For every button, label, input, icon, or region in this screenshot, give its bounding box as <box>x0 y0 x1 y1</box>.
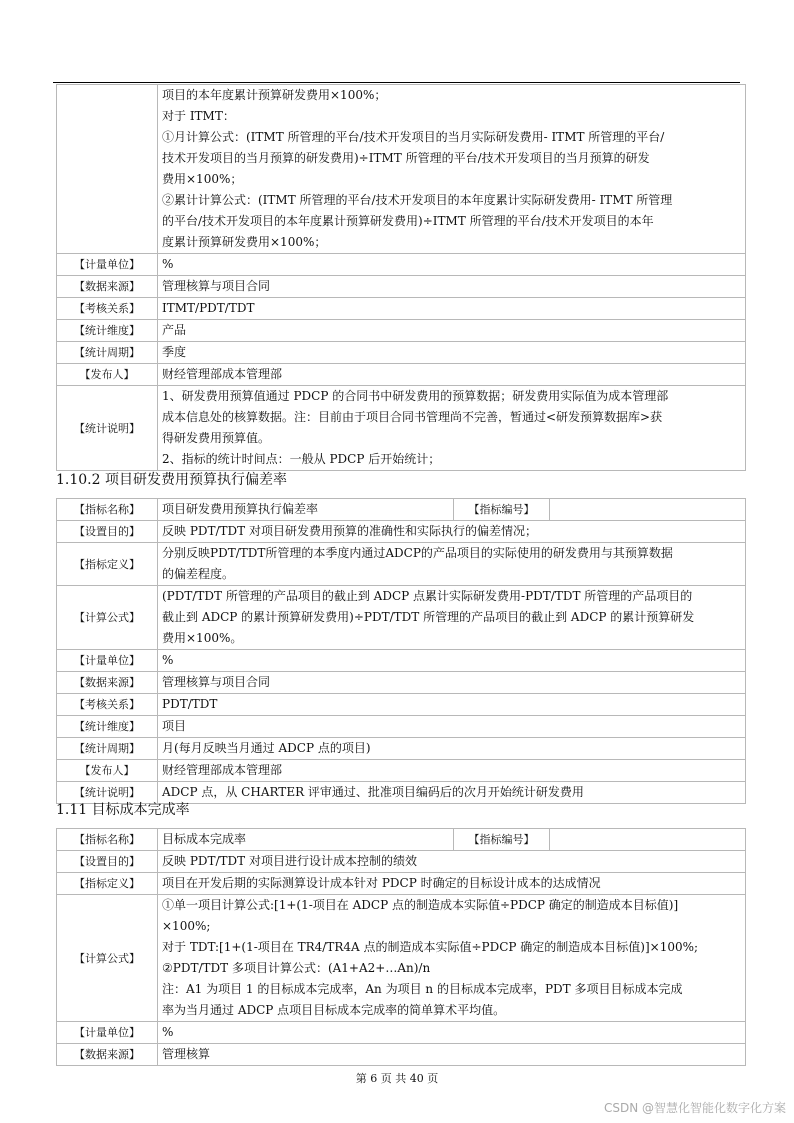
relation-value: PDT/TDT <box>158 694 746 716</box>
purpose-value: 反映 PDT/TDT 对项目进行设计成本控制的绩效 <box>158 851 746 873</box>
relation-value: ITMT/PDT/TDT <box>158 298 746 320</box>
table-row <box>57 85 746 254</box>
section-heading-1-10-2: 1.10.2 项目研发费用预算执行偏差率 <box>56 472 287 488</box>
dimension-value: 项目 <box>158 716 746 738</box>
unit-value: % <box>158 254 746 276</box>
period-label: 【统计周期】 <box>57 738 158 760</box>
table-row <box>57 716 746 738</box>
note-label: 【统计说明】 <box>57 782 158 804</box>
publisher-label: 【发布人】 <box>57 364 158 386</box>
formula-line: ②累计计算公式：(ITMT 所管理的平台/技术开发项目的本年度累计实际研发费用- ITMT 所管理 <box>162 193 673 207</box>
purpose-label: 【设置目的】 <box>57 851 158 873</box>
definition-label: 【指标定义】 <box>57 873 158 895</box>
source-value: 管理核算与项目合同 <box>158 672 746 694</box>
publisher-value: 财经管理部成本管理部 <box>158 760 746 782</box>
unit-value: % <box>158 650 746 672</box>
formula-value <box>158 586 746 650</box>
definition-value <box>158 543 746 586</box>
table-row <box>57 521 746 543</box>
table-row <box>57 342 746 364</box>
period-value: 月(每月反映当月通过 ADCP 点的项目) <box>158 738 746 760</box>
table-row <box>57 760 746 782</box>
table-row <box>57 650 746 672</box>
formula-line: ×100%; <box>162 919 211 933</box>
indicator-table-continued <box>56 84 746 471</box>
formula-line: ①单一项目计算公式:[1+(1-项目在 ADCP 点的制造成本实际值÷PDCP 确定的制造成本目标值)] <box>162 898 679 912</box>
formula-label: 【计算公式】 <box>57 586 158 650</box>
source-label: 【数据来源】 <box>57 672 158 694</box>
note-line: 2、指标的统计时间点：一般从 PDCP 后开始统计； <box>162 452 441 466</box>
table-row <box>57 364 746 386</box>
formula-line: 注：A1 为项目 1 的目标成本完成率，An 为项目 n 的目标成本完成率，PDT 多项目目标成本完成 <box>162 982 683 996</box>
table-row <box>57 672 746 694</box>
code-value <box>550 499 746 521</box>
header-rule <box>53 82 740 83</box>
note-label: 【统计说明】 <box>57 386 158 471</box>
purpose-label: 【设置目的】 <box>57 521 158 543</box>
formula-line: ①月计算公式：(ITMT 所管理的平台/技术开发项目的当月实际研发费用- ITMT 所管理的平台/ <box>162 130 665 144</box>
table-row <box>57 829 746 851</box>
page-footer: 第 6 页 共 40 页 <box>355 1072 439 1085</box>
name-label: 【指标名称】 <box>57 829 158 851</box>
definition-line: 分别反映PDT/TDT所管理的本季度内通过ADCP的产品项目的实际使用的研发费用与其预算数据 <box>162 546 673 560</box>
table-row <box>57 499 746 521</box>
indicator-table-budget-deviation <box>56 498 746 804</box>
formula-line: 技术开发项目的当月预算的研发费用)÷ITMT 所管理的平台/技术开发项目的当月预算的研发 <box>162 151 650 165</box>
table-row <box>57 895 746 1022</box>
formula-line: 率为当月通过 ADCP 点项目目标成本完成率的简单算术平均值。 <box>162 1003 506 1017</box>
relation-label: 【考核关系】 <box>57 298 158 320</box>
dimension-label: 【统计维度】 <box>57 716 158 738</box>
formula-line: 费用×100%。 <box>162 631 243 645</box>
formula-cell <box>158 85 746 254</box>
name-value: 目标成本完成率 <box>158 829 454 851</box>
unit-label: 【计量单位】 <box>57 1022 158 1044</box>
publisher-label: 【发布人】 <box>57 760 158 782</box>
formula-line: 对于 ITMT： <box>162 109 235 123</box>
indicator-table-target-cost <box>56 828 746 1066</box>
formula-line: 度累计预算研发费用×100%； <box>162 235 327 249</box>
code-label: 【指标编号】 <box>454 499 550 521</box>
note-value <box>158 386 746 471</box>
formula-line: 截止到 ADCP 的累计预算研发费用)÷PDT/TDT 所管理的产品项目的截止到 ADCP 的累计预算研发 <box>162 610 695 624</box>
definition-label: 【指标定义】 <box>57 543 158 586</box>
watermark: CSDN @智慧化智能化数字化方案 <box>603 1101 786 1115</box>
table-row <box>57 851 746 873</box>
unit-value: % <box>158 1022 746 1044</box>
empty-label-cell <box>57 85 158 254</box>
table-row <box>57 276 746 298</box>
table-row <box>57 873 746 895</box>
source-label: 【数据来源】 <box>57 1044 158 1066</box>
publisher-value: 财经管理部成本管理部 <box>158 364 746 386</box>
name-label: 【指标名称】 <box>57 499 158 521</box>
formula-line: 对于 TDT:[1+(1-项目在 TR4/TR4A 点的制造成本实际值÷PDCP 确定的制造成本目标值)]×100%; <box>162 940 699 954</box>
section-heading-1-11: 1.11 目标成本完成率 <box>56 802 190 818</box>
table-row <box>57 386 746 471</box>
formula-value <box>158 895 746 1022</box>
table-row <box>57 738 746 760</box>
table-row <box>57 694 746 716</box>
period-label: 【统计周期】 <box>57 342 158 364</box>
table-row <box>57 1044 746 1066</box>
note-line: 成本信息处的核算数据。注：目前由于项目合同书管理尚不完善，暂通过<研发预算数据库>获 <box>162 410 663 424</box>
note-line: 1、研发费用预算值通过 PDCP 的合同书中研发费用的预算数据；研发费用实际值为成本管理部 <box>162 389 669 403</box>
source-label: 【数据来源】 <box>57 276 158 298</box>
table-row <box>57 298 746 320</box>
formula-label: 【计算公式】 <box>57 895 158 1022</box>
relation-label: 【考核关系】 <box>57 694 158 716</box>
formula-line: 费用×100%； <box>162 172 243 186</box>
dimension-label: 【统计维度】 <box>57 320 158 342</box>
unit-label: 【计量单位】 <box>57 254 158 276</box>
name-value: 项目研发费用预算执行偏差率 <box>158 499 454 521</box>
source-value: 管理核算 <box>158 1044 746 1066</box>
note-line: 得研发费用预算值。 <box>162 431 271 445</box>
table-row <box>57 586 746 650</box>
purpose-value: 反映 PDT/TDT 对项目研发费用预算的准确性和实际执行的偏差情况； <box>158 521 746 543</box>
table-row <box>57 1022 746 1044</box>
formula-line: ②PDT/TDT 多项目计算公式：(A1+A2+…An)/n <box>162 961 431 975</box>
table-row <box>57 320 746 342</box>
code-value <box>550 829 746 851</box>
formula-line: 项目的本年度累计预算研发费用×100%； <box>162 88 387 102</box>
source-value: 管理核算与项目合同 <box>158 276 746 298</box>
unit-label: 【计量单位】 <box>57 650 158 672</box>
formula-line: 的平台/技术开发项目的本年度累计预算研发费用)÷ITMT 所管理的平台/技术开发项目的本年 <box>162 214 654 228</box>
formula-line: (PDT/TDT 所管理的产品项目的截止到 ADCP 点累计实际研发费用-PDT/TDT 所管理的产品项目的 <box>162 589 693 603</box>
code-label: 【指标编号】 <box>454 829 550 851</box>
note-value: ADCP 点，从 CHARTER 评审通过、批准项目编码后的次月开始统计研发费用 <box>158 782 746 804</box>
dimension-value: 产品 <box>158 320 746 342</box>
definition-value: 项目在开发后期的实际测算设计成本针对 PDCP 时确定的目标设计成本的达成情况 <box>158 873 746 895</box>
table-row <box>57 254 746 276</box>
table-row <box>57 543 746 586</box>
period-value: 季度 <box>158 342 746 364</box>
definition-line: 的偏差程度。 <box>162 567 235 581</box>
